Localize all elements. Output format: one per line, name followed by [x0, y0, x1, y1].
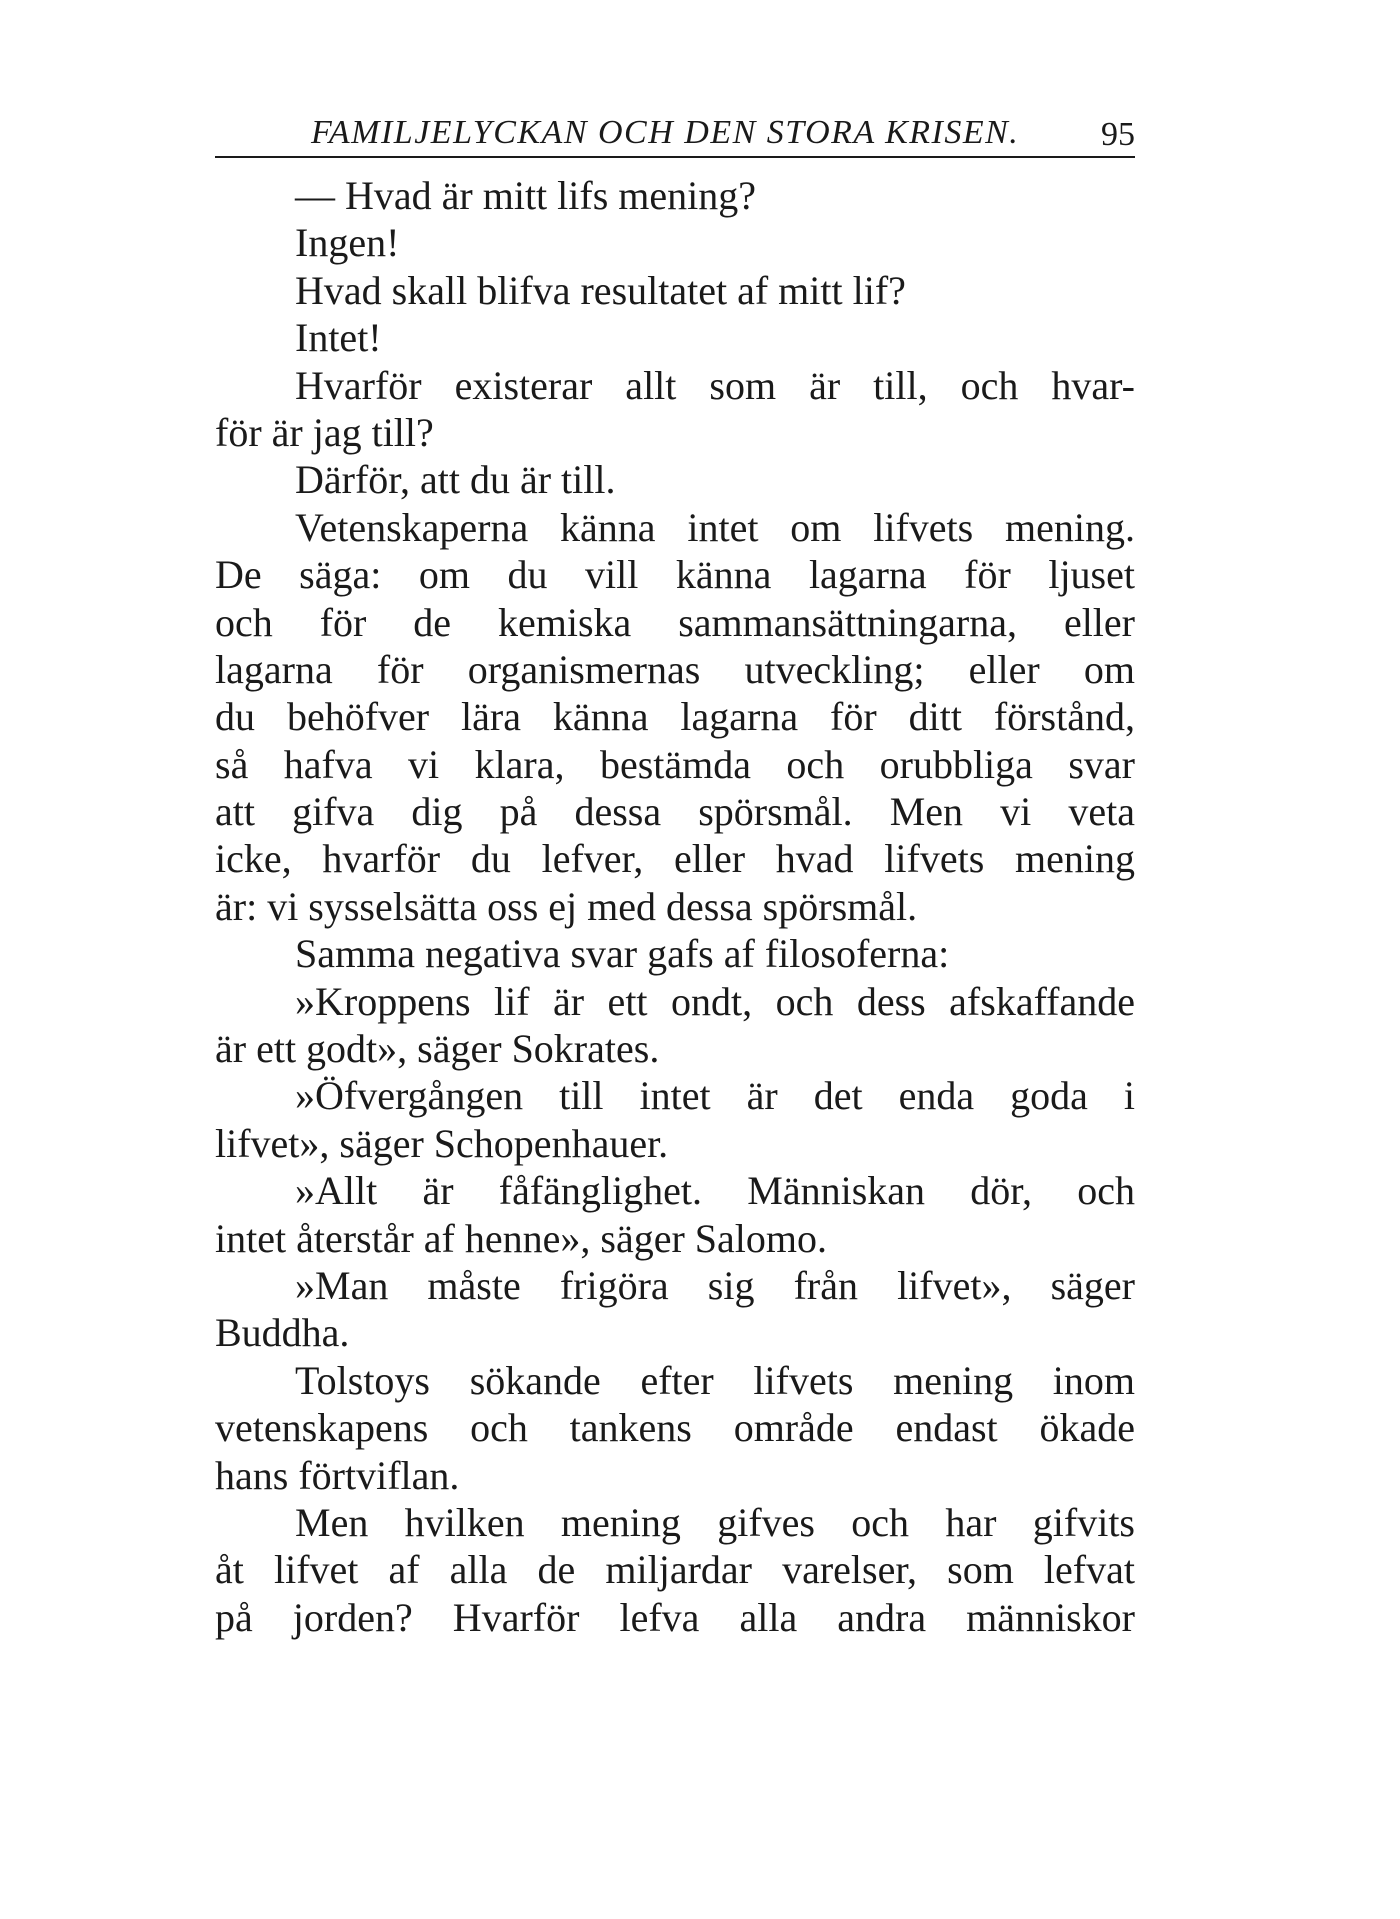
- text-line: Intet!: [295, 315, 382, 361]
- text-line: »Kroppens lif är ett ondt, och dess afskaffande: [295, 978, 1135, 1024]
- text-line: så hafva vi klara, bestämda och orubbliga svar: [215, 741, 1135, 787]
- text-line: De säga: om du vill känna lagarna för ljuset: [215, 552, 1135, 598]
- text-line: lagarna för organismernas utveckling; eller om: [215, 646, 1135, 692]
- text-line: och för de kemiska sammansättningarna, eller: [215, 599, 1135, 645]
- text-line: Hvarför existerar allt som är till, och hvar-: [295, 362, 1135, 408]
- text-line: för är jag till?: [215, 409, 434, 455]
- running-title: FAMILJELYCKAN OCH DEN STORA KRISEN.: [311, 114, 1020, 151]
- body-text: [215, 172, 1135, 1641]
- text-line: — Hvad är mitt lifs mening?: [295, 173, 757, 218]
- text-line: »Öfvergången till intet är det enda goda i: [295, 1073, 1135, 1119]
- text-line: Ingen!: [295, 220, 400, 266]
- text-line: Hvad skall blifva resultatet af mitt lif?: [295, 267, 906, 313]
- text-line: Samma negativa svar gafs af filosoferna:: [295, 931, 950, 977]
- text-line: icke, hvarför du lefver, eller hvad lifvets mening: [215, 836, 1135, 882]
- book-page: [215, 110, 1135, 1641]
- text-line: hans förtviflan.: [215, 1452, 460, 1498]
- text-line: åt lifvet af alla de miljardar varelser, som lefvat: [215, 1547, 1135, 1593]
- text-line: på jorden? Hvarför lefva alla andra människor: [215, 1594, 1135, 1640]
- text-line: är ett godt», säger Sokrates.: [215, 1026, 660, 1072]
- running-header: [215, 110, 1135, 158]
- text-line: du behöfver lära känna lagarna för ditt förstånd,: [215, 694, 1135, 740]
- text-line: är: vi sysselsätta oss ej med dessa spörsmål.: [215, 883, 918, 929]
- text-line: Därför, att du är till.: [295, 457, 616, 503]
- text-line: »Man måste frigöra sig från lifvet», säger: [295, 1262, 1135, 1308]
- text-line: Tolstoys sökande efter lifvets mening inom: [295, 1357, 1135, 1403]
- text-line: Men hvilken mening gifves och har gifvits: [295, 1499, 1135, 1545]
- text-line: vetenskapens och tankens område endast ökade: [215, 1405, 1135, 1451]
- text-line: intet återstår af henne», säger Salomo.: [215, 1215, 827, 1261]
- page-number: 95: [1101, 116, 1135, 153]
- text-line: Vetenskaperna känna intet om lifvets mening.: [295, 504, 1135, 550]
- text-line: »Allt är fåfänglighet. Människan dör, och: [295, 1168, 1135, 1214]
- text-line: lifvet», säger Schopenhauer.: [215, 1120, 669, 1166]
- text-line: Buddha.: [215, 1310, 350, 1356]
- text-line: att gifva dig på dessa spörsmål. Men vi veta: [215, 789, 1135, 835]
